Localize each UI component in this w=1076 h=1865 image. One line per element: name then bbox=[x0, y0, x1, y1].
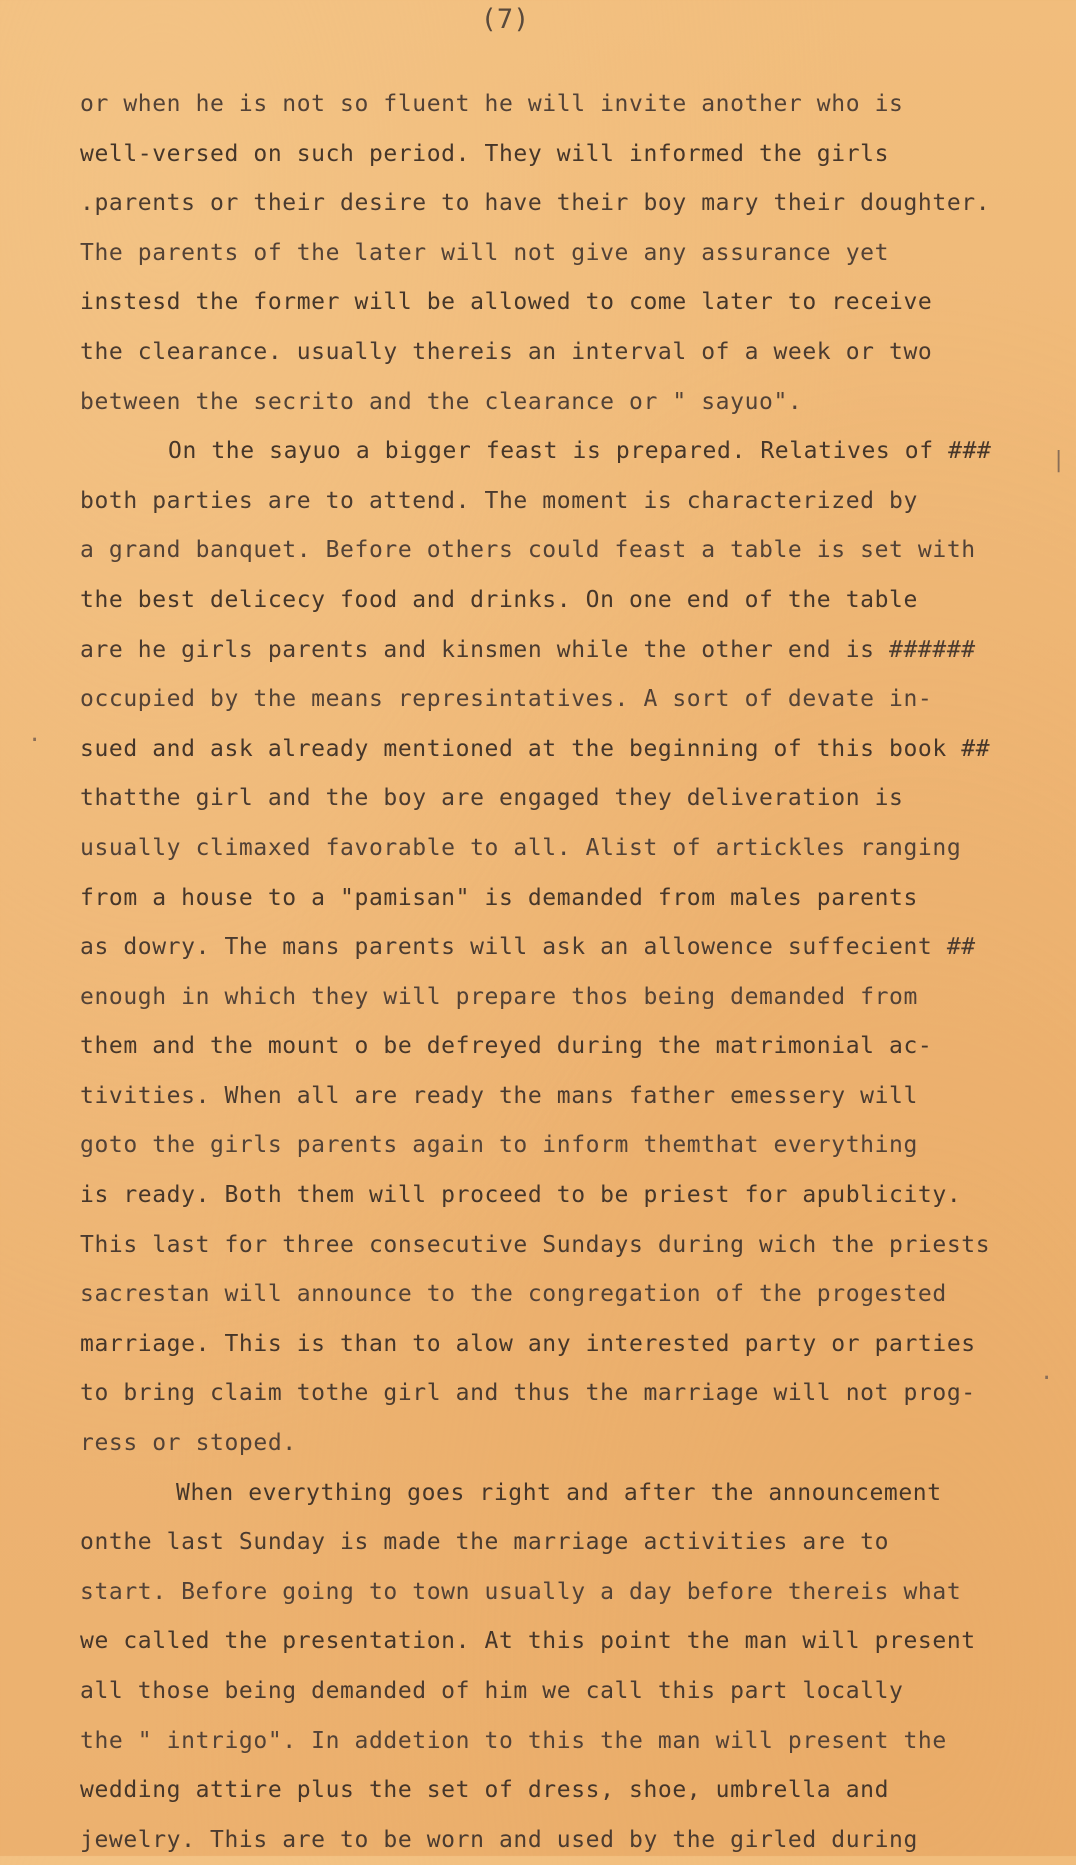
text-line: we called the presentation. At this point the man will present bbox=[80, 1628, 976, 1655]
text-line: occupied by the means represintatives. A sort of devate in- bbox=[80, 686, 933, 713]
margin-mark: · bbox=[1040, 1366, 1054, 1391]
text-line: from a house to a "pamisan" is demanded from males parents bbox=[80, 884, 918, 911]
text-line: a grand banquet. Before others could feast a table is set with bbox=[80, 537, 976, 564]
text-line: between the secrito and the clearance or " sayuo". bbox=[80, 388, 803, 415]
text-line: is ready. Both them will proceed to be priest for apublicity. bbox=[80, 1182, 962, 1209]
text-line: usually climaxed favorable to all. Alist of artickles ranging bbox=[80, 834, 962, 861]
text-line: them and the mount o be defreyed during the matrimonial ac- bbox=[80, 1033, 933, 1060]
text-line: marriage. This is than to alow any interested party or parties bbox=[80, 1330, 976, 1357]
typed-page-text bbox=[80, 80, 1040, 1865]
text-line: or when he is not so fluent he will invite another who is bbox=[80, 91, 904, 117]
text-line: start. Before going to town usually a day before thereis what bbox=[80, 1578, 962, 1605]
text-line: well-versed on such period. They will informed the girls bbox=[80, 140, 890, 167]
text-line: thatthe girl and the boy are engaged they deliveration is bbox=[80, 785, 904, 812]
text-line: This last for three consecutive Sundays during wich the priests bbox=[80, 1231, 991, 1258]
text-line: The parents of the later will not give any assurance yet bbox=[80, 239, 890, 266]
text-line: the best delicecy food and drinks. On one end of the table bbox=[80, 586, 918, 613]
text-line: enough in which they will prepare thos being demanded from bbox=[80, 983, 918, 1010]
margin-mark: · bbox=[28, 728, 42, 753]
text-line: goto the girls parents again to inform themthat everything bbox=[80, 1132, 918, 1159]
text-line: jewelry. This are to be worn and used by the girled during bbox=[80, 1826, 918, 1853]
text-line: the clearance. usually thereis an interval of a week or two bbox=[80, 338, 933, 365]
text-line: sued and ask already mentioned at the beginning of this book ## bbox=[80, 735, 991, 762]
text-line: as dowry. The mans parents will ask an allowence suffecient ## bbox=[80, 934, 976, 961]
text-line: the " intrigo". In addetion to this the man will present the bbox=[80, 1727, 947, 1754]
page-number: (7) bbox=[480, 4, 530, 35]
text-line: On the sayuo a bigger feast is prepared. Relatives of ### bbox=[168, 438, 992, 465]
text-line: are he girls parents and kinsmen while the other end is ###### bbox=[80, 636, 976, 663]
margin-mark: | bbox=[1052, 448, 1066, 473]
text-line: both parties are to attend. The moment is characterized by bbox=[80, 487, 918, 514]
text-line: .parents or their desire to have their boy mary their doughter. bbox=[80, 190, 991, 217]
text-line: all those being demanded of him we call this part locally bbox=[80, 1678, 904, 1704]
text-line: instesd the former will be allowed to come later to receive bbox=[80, 289, 933, 316]
text-line: wedding attire plus the set of dress, shoe, umbrella and bbox=[80, 1777, 890, 1804]
text-line: to bring claim tothe girl and thus the marriage will not prog- bbox=[80, 1380, 976, 1407]
text-line: sacrestan will announce to the congregation of the progested bbox=[80, 1281, 947, 1308]
text-line: ress or stoped. bbox=[80, 1430, 297, 1457]
text-line: tivities. When all are ready the mans father emessery will bbox=[80, 1082, 918, 1109]
text-line: When everything goes right and after the announcement bbox=[176, 1479, 942, 1506]
text-line: onthe last Sunday is made the marriage activities are to bbox=[80, 1529, 890, 1556]
